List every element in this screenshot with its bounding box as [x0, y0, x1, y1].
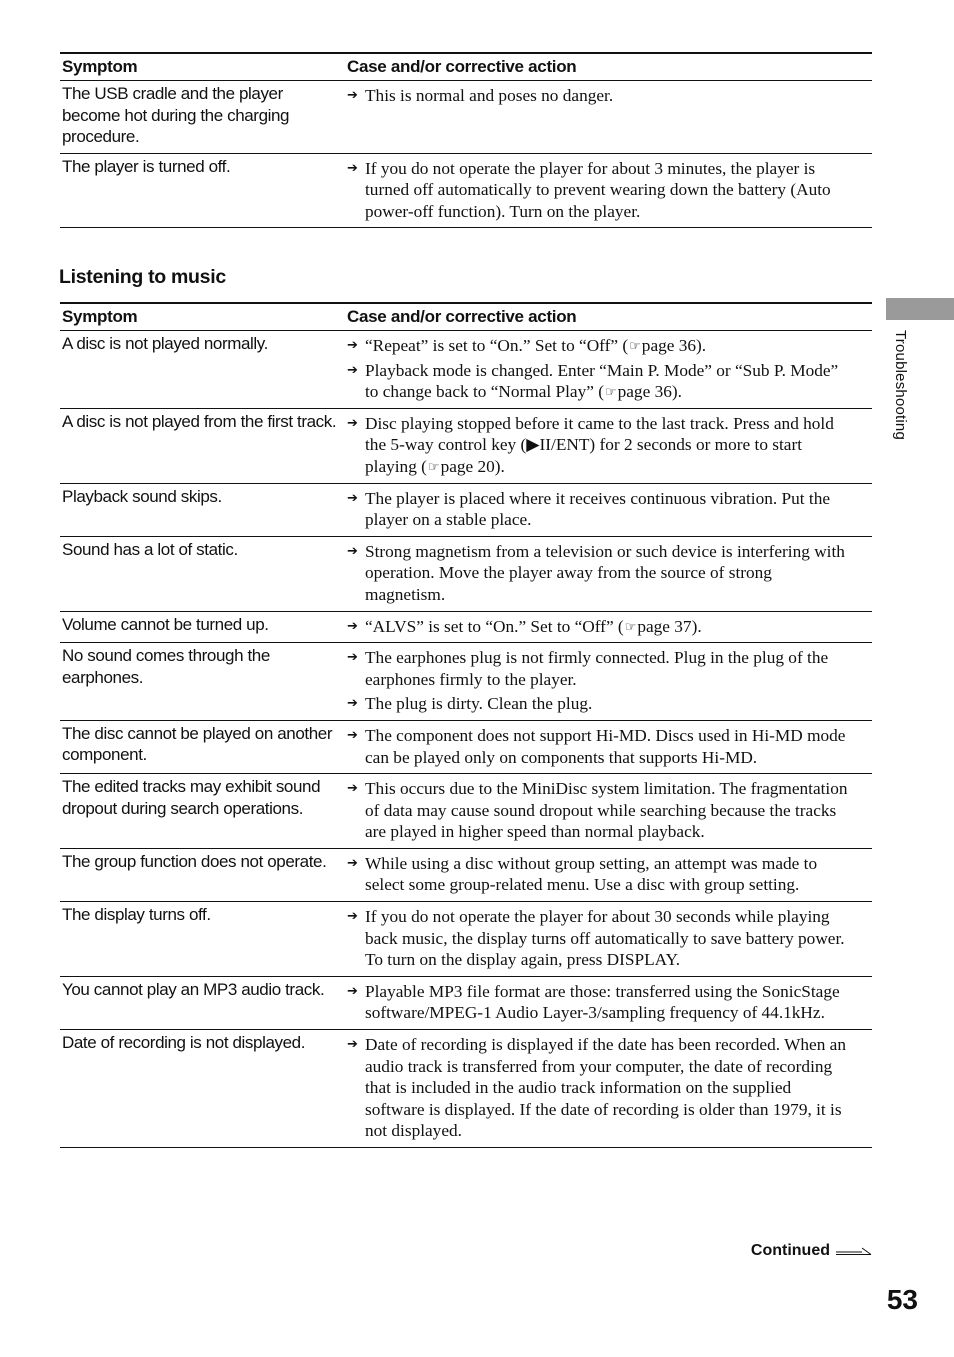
- symptom-cell: The player is turned off.: [60, 153, 345, 228]
- corrective-action-item: [347, 778, 852, 843]
- corrective-action-item: [347, 906, 852, 971]
- continued-arrow-icon: [836, 1246, 872, 1256]
- page-number: 53: [886, 1284, 918, 1315]
- continued-label: Continued: [750, 1242, 830, 1259]
- corrective-action-item: [347, 360, 852, 403]
- action-text: Disc playing stopped before it came to the last track. Press and hold the 5-way control key (▶II/ENT) for 2 seconds or more to start playing (: [365, 413, 834, 476]
- page-reference: page 36).: [641, 336, 707, 355]
- action-cell: [345, 611, 872, 643]
- table-row: [60, 902, 872, 977]
- page-reference: page 37).: [637, 616, 702, 636]
- right-arrow-icon: ➔: [347, 696, 358, 712]
- troubleshooting-table-general: [60, 52, 872, 228]
- corrective-action-item: [347, 693, 852, 715]
- corrective-action-item: [347, 647, 852, 690]
- action-text: This is normal and poses no danger.: [365, 86, 614, 105]
- action-cell: [345, 1030, 872, 1148]
- troubleshooting-table-listening: [60, 302, 872, 1148]
- action-cell: [345, 81, 872, 154]
- corrective-action-item: [347, 1034, 852, 1142]
- action-column-header: Case and/or corrective action: [345, 53, 872, 81]
- corrective-action-item: [347, 981, 852, 1024]
- symptom-cell: The display turns off.: [60, 902, 345, 977]
- symptom-cell: The disc cannot be played on another component.: [60, 720, 345, 773]
- corrective-action-item: [347, 85, 852, 107]
- table-header-row: [60, 53, 872, 81]
- action-text: Date of recording is displayed if the date has been recorded. When an audio track is transferred from your computer, the date of recording that is included in the audio track information on the supplied software is displayed. If the date of recording is older than 1979, it is not displayed.: [365, 1035, 846, 1141]
- right-arrow-icon: ➔: [347, 415, 358, 431]
- action-text: The component does not support Hi-MD. Discs used in Hi-MD mode can be played only on components that supports Hi-MD.: [365, 725, 846, 767]
- action-text: While using a disc without group setting, an attempt was made to select some group-related menu. Use a disc with group setting.: [365, 853, 818, 895]
- page-reference: page 20).: [440, 456, 505, 476]
- table-row: [60, 536, 872, 611]
- table-row: [60, 774, 872, 849]
- action-cell: [345, 536, 872, 611]
- corrective-action-item: [347, 725, 852, 768]
- right-arrow-icon: ➔: [347, 160, 358, 176]
- action-cell: [345, 720, 872, 773]
- symptom-cell: Date of recording is not displayed.: [60, 1030, 345, 1148]
- table-row: [60, 720, 872, 773]
- action-cell: [345, 483, 872, 536]
- action-text: “ALVS” is set to “On.” Set to “Off” (: [365, 616, 624, 636]
- right-arrow-icon: ➔: [347, 543, 358, 559]
- right-arrow-icon: ➔: [347, 88, 358, 103]
- pointing-hand-icon: ☞: [604, 385, 617, 401]
- right-arrow-icon: ➔: [347, 618, 358, 634]
- symptom-cell: Sound has a lot of static.: [60, 536, 345, 611]
- table-row: [60, 408, 872, 483]
- action-text: The earphones plug is not firmly connected. Plug in the plug of the earphones firmly to the player.: [365, 648, 829, 689]
- action-cell: [345, 153, 872, 228]
- right-arrow-icon: ➔: [347, 727, 358, 743]
- symptom-cell: Playback sound skips.: [60, 483, 345, 536]
- table-row: [60, 976, 872, 1029]
- corrective-action-item: [347, 488, 852, 531]
- chapter-side-label: Troubleshooting: [892, 330, 909, 441]
- symptom-cell: The group function does not operate.: [60, 848, 345, 901]
- action-cell: [345, 408, 872, 483]
- action-text: “Repeat” is set to “On.” Set to “Off” (: [365, 336, 629, 355]
- table-row: [60, 1030, 872, 1148]
- action-text: Playback mode is changed. Enter “Main P. Mode” or “Sub P. Mode” to change back to “Normal Play” (: [365, 360, 839, 402]
- right-arrow-icon: ➔: [347, 338, 358, 353]
- symptom-cell: Volume cannot be turned up.: [60, 611, 345, 643]
- pointing-hand-icon: ☞: [624, 619, 637, 635]
- right-arrow-icon: ➔: [347, 781, 358, 797]
- symptom-cell: A disc is not played normally.: [60, 331, 345, 409]
- symptom-column-header: Symptom: [60, 53, 345, 81]
- pointing-hand-icon: ☞: [427, 459, 440, 475]
- corrective-action-item: [347, 541, 852, 606]
- action-cell: [345, 848, 872, 901]
- action-text: If you do not operate the player for about 30 seconds while playing back music, the display turns off automatically to save battery power. To turn on the display again, press DISPLAY.: [365, 907, 845, 970]
- action-cell: [345, 774, 872, 849]
- corrective-action-item: [347, 158, 852, 223]
- section-heading: Listening to music: [59, 266, 226, 288]
- right-arrow-icon: ➔: [347, 650, 358, 666]
- table-row: [60, 331, 872, 409]
- right-arrow-icon: ➔: [347, 855, 358, 871]
- corrective-action-item: [347, 413, 852, 478]
- right-arrow-icon: ➔: [347, 1037, 358, 1053]
- chapter-tab-marker: [886, 298, 954, 320]
- action-text: The plug is dirty. Clean the plug.: [365, 694, 593, 714]
- table-row: [60, 848, 872, 901]
- table-row: [60, 611, 872, 643]
- right-arrow-icon: ➔: [347, 490, 358, 506]
- corrective-action-item: [347, 853, 852, 896]
- corrective-action-item: [347, 616, 852, 638]
- action-cell: [345, 331, 872, 409]
- continued-indicator: [751, 1242, 872, 1260]
- corrective-action-item: [347, 335, 852, 357]
- symptom-cell: The edited tracks may exhibit sound dropout during search operations.: [60, 774, 345, 849]
- right-arrow-icon: ➔: [347, 909, 358, 925]
- page-reference: page 36).: [617, 382, 682, 402]
- action-cell: [345, 643, 872, 721]
- pointing-hand-icon: ☞: [629, 339, 641, 354]
- table-row: [60, 153, 872, 228]
- action-text: Playable MP3 file format are those: transferred using the SonicStage software/MPEG-1 Audio Layer-3/sampling frequency of 44.1kHz.: [365, 981, 840, 1023]
- symptom-cell: A disc is not played from the first track.: [60, 408, 345, 483]
- action-text: The player is placed where it receives continuous vibration. Put the player on a stable place.: [365, 488, 831, 530]
- table-row: [60, 483, 872, 536]
- table-row: [60, 81, 872, 154]
- table-header-row: [60, 303, 872, 331]
- symptom-column-header: Symptom: [60, 303, 345, 331]
- action-text: If you do not operate the player for about 3 minutes, the player is turned off automatically to prevent wearing down the battery (Auto power-off function). Turn on the player.: [365, 158, 831, 221]
- symptom-cell: You cannot play an MP3 audio track.: [60, 976, 345, 1029]
- symptom-cell: No sound comes through the earphones.: [60, 643, 345, 721]
- action-cell: [345, 976, 872, 1029]
- action-text: This occurs due to the MiniDisc system limitation. The fragmentation of data may cause sound dropout while searching because the tracks are played in higher speed than normal playback.: [365, 779, 848, 842]
- action-cell: [345, 902, 872, 977]
- right-arrow-icon: ➔: [347, 362, 358, 378]
- action-column-header: Case and/or corrective action: [345, 303, 872, 331]
- action-text: Strong magnetism from a television or such device is interfering with operation. Move the player away from the source of strong magnetism.: [365, 541, 845, 604]
- table-row: [60, 643, 872, 721]
- symptom-cell: The USB cradle and the player become hot during the charging procedure.: [60, 81, 345, 154]
- right-arrow-icon: ➔: [347, 983, 358, 999]
